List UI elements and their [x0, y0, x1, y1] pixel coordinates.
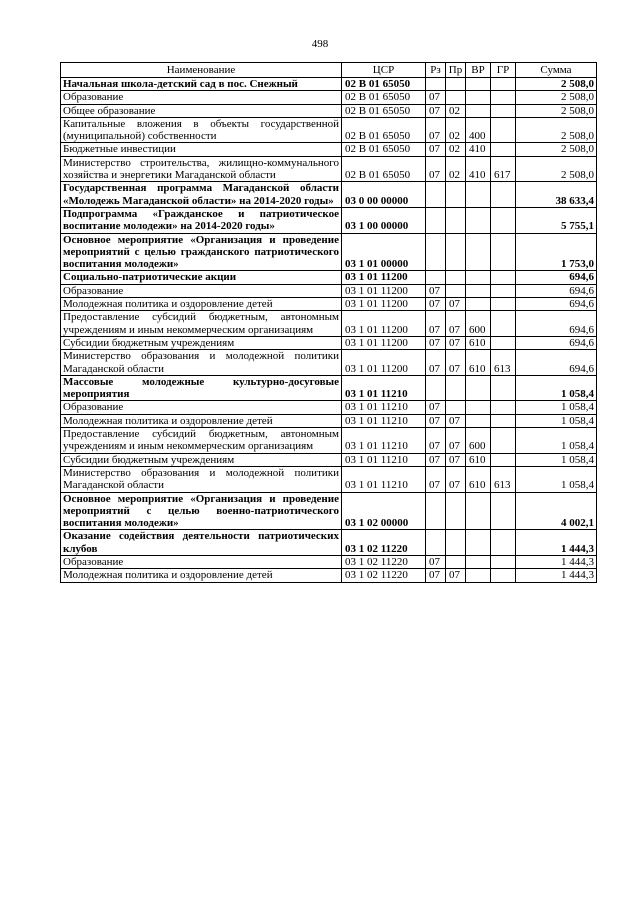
cell-pr: 02 [446, 143, 466, 156]
cell-pr [446, 401, 466, 414]
cell-gr [491, 143, 516, 156]
cell-gr [491, 453, 516, 466]
cell-vr: 610 [466, 336, 491, 349]
cell-csr: 03 1 01 11210 [342, 466, 426, 492]
cell-csr: 03 1 01 11200 [342, 336, 426, 349]
cell-sum: 2 508,0 [516, 156, 597, 182]
cell-rz: 07 [426, 453, 446, 466]
cell-rz: 07 [426, 350, 446, 376]
cell-name: Начальная школа-детский сад в пос. Снежный [61, 78, 342, 91]
header-sum: Сумма [516, 63, 597, 78]
cell-rz: 07 [426, 143, 446, 156]
cell-sum: 2 508,0 [516, 143, 597, 156]
table-row [61, 78, 597, 91]
cell-sum: 694,6 [516, 284, 597, 297]
table-header-row [61, 63, 597, 78]
cell-name: Предоставление субсидий бюджетным, автономным учреждениям и иным некоммерческим организациям [61, 428, 342, 454]
cell-csr: 03 1 02 00000 [342, 492, 426, 530]
cell-sum: 694,6 [516, 298, 597, 311]
cell-sum: 1 058,4 [516, 453, 597, 466]
table-row [61, 569, 597, 582]
cell-sum: 2 508,0 [516, 78, 597, 91]
cell-name: Образование [61, 401, 342, 414]
cell-rz [426, 78, 446, 91]
cell-vr: 610 [466, 466, 491, 492]
cell-csr: 03 1 01 11210 [342, 375, 426, 401]
cell-gr [491, 428, 516, 454]
cell-vr [466, 401, 491, 414]
cell-rz: 07 [426, 466, 446, 492]
table-row [61, 453, 597, 466]
cell-vr: 600 [466, 428, 491, 454]
cell-vr: 410 [466, 156, 491, 182]
cell-pr: 07 [446, 569, 466, 582]
table-row [61, 414, 597, 427]
cell-pr [446, 530, 466, 556]
table-row [61, 182, 597, 208]
cell-gr: 617 [491, 156, 516, 182]
cell-csr: 03 1 01 11200 [342, 311, 426, 337]
cell-rz: 07 [426, 414, 446, 427]
cell-csr: 03 1 01 11210 [342, 401, 426, 414]
cell-name: Социально-патриотические акции [61, 271, 342, 284]
cell-name: Молодежная политика и оздоровление детей [61, 569, 342, 582]
cell-vr [466, 414, 491, 427]
cell-name: Общее образование [61, 104, 342, 117]
cell-rz: 07 [426, 91, 446, 104]
cell-pr [446, 492, 466, 530]
cell-gr [491, 91, 516, 104]
cell-csr: 03 1 02 11220 [342, 530, 426, 556]
cell-gr [491, 530, 516, 556]
cell-csr: 03 1 01 00000 [342, 233, 426, 271]
cell-gr [491, 298, 516, 311]
table-row [61, 104, 597, 117]
table-row [61, 350, 597, 376]
cell-vr [466, 91, 491, 104]
cell-gr [491, 233, 516, 271]
cell-name: Капитальные вложения в объекты государственной (муниципальной) собственности [61, 117, 342, 143]
cell-csr: 03 1 01 11200 [342, 298, 426, 311]
cell-vr [466, 78, 491, 91]
cell-gr [491, 182, 516, 208]
budget-table [60, 62, 597, 583]
cell-vr [466, 569, 491, 582]
cell-pr [446, 78, 466, 91]
cell-rz: 07 [426, 284, 446, 297]
cell-vr: 610 [466, 350, 491, 376]
cell-csr: 03 1 01 11210 [342, 414, 426, 427]
table-row [61, 401, 597, 414]
cell-name: Министерство образования и молодежной политики Магаданской области [61, 466, 342, 492]
cell-pr [446, 271, 466, 284]
table-row [61, 143, 597, 156]
cell-sum: 694,6 [516, 311, 597, 337]
cell-vr [466, 530, 491, 556]
cell-vr: 610 [466, 453, 491, 466]
table-row [61, 530, 597, 556]
table-row [61, 375, 597, 401]
page-number: 498 [311, 38, 329, 50]
table-row [61, 156, 597, 182]
cell-name: Оказание содействия деятельности патриотических клубов [61, 530, 342, 556]
cell-rz: 07 [426, 428, 446, 454]
cell-name: Массовые молодежные культурно-досуговые мероприятия [61, 375, 342, 401]
cell-name: Молодежная политика и оздоровление детей [61, 298, 342, 311]
cell-gr: 613 [491, 466, 516, 492]
cell-gr [491, 284, 516, 297]
cell-sum: 5 755,1 [516, 207, 597, 233]
cell-name: Предоставление субсидий бюджетным, автономным учреждениям и иным некоммерческим организациям [61, 311, 342, 337]
cell-rz: 07 [426, 298, 446, 311]
cell-sum: 1 058,4 [516, 375, 597, 401]
cell-csr: 03 1 01 11200 [342, 284, 426, 297]
cell-name: Субсидии бюджетным учреждениям [61, 336, 342, 349]
table-row [61, 555, 597, 568]
table-row [61, 428, 597, 454]
cell-vr [466, 375, 491, 401]
cell-vr: 400 [466, 117, 491, 143]
table-row [61, 311, 597, 337]
cell-csr: 03 1 01 11200 [342, 271, 426, 284]
cell-vr [466, 555, 491, 568]
cell-sum: 1 753,0 [516, 233, 597, 271]
cell-pr [446, 182, 466, 208]
cell-vr [466, 298, 491, 311]
cell-vr [466, 233, 491, 271]
cell-gr [491, 555, 516, 568]
cell-vr [466, 271, 491, 284]
cell-sum: 694,6 [516, 336, 597, 349]
cell-rz: 07 [426, 311, 446, 337]
cell-vr [466, 104, 491, 117]
table-row [61, 91, 597, 104]
cell-name: Министерство строительства, жилищно-коммунального хозяйства и энергетики Магаданской области [61, 156, 342, 182]
cell-csr: 03 1 01 11200 [342, 350, 426, 376]
cell-name: Образование [61, 555, 342, 568]
table-body [61, 78, 597, 583]
cell-sum: 1 444,3 [516, 555, 597, 568]
cell-sum: 2 508,0 [516, 91, 597, 104]
cell-csr: 03 0 00 00000 [342, 182, 426, 208]
cell-rz: 07 [426, 555, 446, 568]
cell-name: Образование [61, 284, 342, 297]
cell-rz [426, 207, 446, 233]
table-row [61, 284, 597, 297]
cell-name: Молодежная политика и оздоровление детей [61, 414, 342, 427]
header-csr: ЦСР [342, 63, 426, 78]
cell-vr [466, 207, 491, 233]
cell-rz [426, 233, 446, 271]
cell-gr [491, 117, 516, 143]
cell-gr [491, 104, 516, 117]
cell-name: Основное мероприятие «Организация и проведение мероприятий с целью гражданского патриотического воспитания молодежи» [61, 233, 342, 271]
cell-pr: 02 [446, 117, 466, 143]
cell-rz: 07 [426, 569, 446, 582]
cell-pr: 07 [446, 298, 466, 311]
header-vr: ВР [466, 63, 491, 78]
cell-pr [446, 555, 466, 568]
table-row [61, 117, 597, 143]
cell-pr: 07 [446, 453, 466, 466]
header-pr: Пр [446, 63, 466, 78]
cell-vr [466, 284, 491, 297]
cell-sum: 694,6 [516, 271, 597, 284]
cell-pr [446, 375, 466, 401]
cell-pr: 07 [446, 428, 466, 454]
cell-gr [491, 271, 516, 284]
cell-csr: 02 B 01 65050 [342, 78, 426, 91]
cell-vr [466, 182, 491, 208]
cell-rz [426, 492, 446, 530]
header-rz: Рз [426, 63, 446, 78]
cell-vr: 600 [466, 311, 491, 337]
cell-csr: 03 1 00 00000 [342, 207, 426, 233]
table-row [61, 492, 597, 530]
cell-pr: 07 [446, 350, 466, 376]
cell-pr: 07 [446, 336, 466, 349]
cell-gr [491, 336, 516, 349]
cell-rz: 07 [426, 401, 446, 414]
cell-rz [426, 271, 446, 284]
cell-csr: 02 B 01 65050 [342, 117, 426, 143]
cell-rz: 07 [426, 156, 446, 182]
cell-gr [491, 401, 516, 414]
cell-gr [491, 78, 516, 91]
cell-csr: 03 1 01 11210 [342, 428, 426, 454]
cell-rz: 07 [426, 117, 446, 143]
cell-rz: 07 [426, 336, 446, 349]
cell-gr [491, 569, 516, 582]
cell-name: Основное мероприятие «Организация и проведение мероприятий с целью военно-патриотического воспитания молодежи» [61, 492, 342, 530]
table-row [61, 207, 597, 233]
cell-vr: 410 [466, 143, 491, 156]
cell-sum: 1 444,3 [516, 530, 597, 556]
cell-sum: 1 058,4 [516, 414, 597, 427]
cell-gr: 613 [491, 350, 516, 376]
cell-name: Образование [61, 91, 342, 104]
cell-csr: 03 1 01 11210 [342, 453, 426, 466]
cell-pr [446, 284, 466, 297]
cell-sum: 1 058,4 [516, 401, 597, 414]
cell-csr: 03 1 02 11220 [342, 555, 426, 568]
header-name: Наименование [61, 63, 342, 78]
cell-name: Подпрограмма «Гражданское и патриотическое воспитание молодежи» на 2014-2020 годы» [61, 207, 342, 233]
cell-pr: 02 [446, 156, 466, 182]
cell-name: Государственная программа Магаданской области «Молодежь Магаданской области» на 2014-2020 годы» [61, 182, 342, 208]
table-row [61, 271, 597, 284]
cell-gr [491, 375, 516, 401]
cell-gr [491, 492, 516, 530]
table-row [61, 298, 597, 311]
cell-pr [446, 91, 466, 104]
cell-csr: 02 B 01 65050 [342, 156, 426, 182]
cell-name: Министерство образования и молодежной политики Магаданской области [61, 350, 342, 376]
header-gr: ГР [491, 63, 516, 78]
cell-pr: 07 [446, 414, 466, 427]
cell-sum: 1 058,4 [516, 428, 597, 454]
cell-gr [491, 207, 516, 233]
cell-pr: 07 [446, 466, 466, 492]
cell-csr: 03 1 02 11220 [342, 569, 426, 582]
table-row [61, 466, 597, 492]
cell-name: Субсидии бюджетным учреждениям [61, 453, 342, 466]
cell-pr: 07 [446, 311, 466, 337]
cell-gr [491, 311, 516, 337]
cell-rz [426, 530, 446, 556]
cell-csr: 02 B 01 65050 [342, 143, 426, 156]
cell-rz [426, 182, 446, 208]
cell-sum: 2 508,0 [516, 117, 597, 143]
cell-rz: 07 [426, 104, 446, 117]
table-row [61, 233, 597, 271]
cell-sum: 1 058,4 [516, 466, 597, 492]
cell-pr [446, 233, 466, 271]
cell-sum: 4 002,1 [516, 492, 597, 530]
cell-sum: 694,6 [516, 350, 597, 376]
cell-pr: 02 [446, 104, 466, 117]
cell-csr: 02 B 01 65050 [342, 91, 426, 104]
cell-sum: 2 508,0 [516, 104, 597, 117]
cell-sum: 1 444,3 [516, 569, 597, 582]
cell-gr [491, 414, 516, 427]
cell-vr [466, 492, 491, 530]
cell-rz [426, 375, 446, 401]
cell-name: Бюджетные инвестиции [61, 143, 342, 156]
cell-pr [446, 207, 466, 233]
cell-csr: 02 B 01 65050 [342, 104, 426, 117]
table-row [61, 336, 597, 349]
cell-sum: 38 633,4 [516, 182, 597, 208]
